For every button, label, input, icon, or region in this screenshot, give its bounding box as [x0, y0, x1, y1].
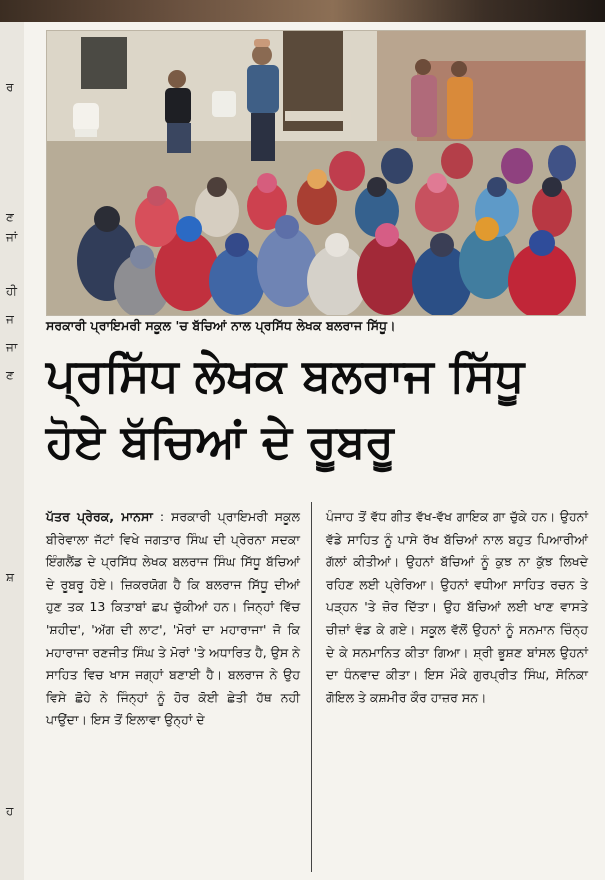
headline-line-2: ਹੋਏ ਬੱਚਿਆਂ ਦੇ ਰੂਬਰੂ [46, 414, 394, 468]
margin-glyph: ਸ਼ [6, 570, 14, 584]
photo-caption: ਸਰਕਾਰੀ ਪ੍ਰਾਇਮਰੀ ਸਕੂਲ 'ਚ ਬੱਚਿਆਂ ਨਾਲ ਪ੍ਰਸਿੱਧ ਲੇਖਕ ਬਲਰਾਜ ਸਿੱਧੂ। [46, 318, 396, 333]
news-photo [46, 30, 586, 316]
margin-glyph: ਣ [6, 368, 14, 382]
article-text-right: ਪੰਜਾਹ ਤੋਂ ਵੱਧ ਗੀਤ ਵੱਖ-ਵੱਖ ਗਾਇਕ ਗਾ ਚੁੱਕੇ ਹਨ। ਉਹਨਾਂ ਵੱਡੇ ਸਾਹਿਤ ਨੂੰ ਪਾਸੇ ਰੱਖ ਬੱਚਿਆਂ ਨਾਲ ਬਹੁਤ ਪਿਆਰੀਆਂ ਗੱਲਾਂ ਕੀਤੀਆਂ। ਉਹਨਾਂ ਬੱਚਿਆਂ ਨੂੰ ਕੁਝ ਨਾ ਕੁੱਝ ਲਿਖਦੇ ਰਹਿਣ ਲਈ ਪ੍ਰੇਰਿਆ। ਉਹਨਾਂ ਵਧੀਆ ਸਾਹਿਤ ਰਚਨ ਤੇ ਪੜ੍ਹਨ 'ਤੇ ਜ਼ੋਰ ਦਿੱਤਾ। ਉਹ ਬੱਚਿਆਂ ਲਈ ਖਾਣ ਵਾਸਤੇ ਚੀਜ਼ਾਂ ਵੰਡ ਕੇ ਗਏ। ਸਕੂਲ ਵੱਲੋਂ ਉਹਨਾਂ ਨੂੰ ਸਨਮਾਨ ਚਿੰਨ੍ਹ ਦੇ ਕੇ ਸਨਮਾਨਿਤ ਕੀਤਾ ਗਿਆ। ਸ਼੍ਰੀ ਭੂਸ਼ਣ ਬਾਂਸਲ ਉਹਨਾਂ ਦਾ ਧੰਨਵਾਦ ਕੀਤਾ। ਇਸ ਮੌਕੇ ਗੁਰਪ੍ਰੀਤ ਸਿੰਘ, ਸੋਨਿਕਾ ਗੋਇਲ ਤੇ ਕਸ਼ਮੀਰ ਕੌਰ ਹਾਜ਼ਰ ਸਨ। [326, 509, 588, 705]
margin-glyph: ਜ [6, 312, 14, 326]
margin-glyph: ਜਾਂ [6, 230, 18, 244]
article-column-right [326, 506, 588, 709]
adjacent-column-margin [0, 22, 25, 880]
byline: ਪੱਤਰ ਪ੍ਰੇਰਕ, ਮਾਨਸਾ [46, 509, 153, 524]
margin-glyph: ਹੀ [6, 284, 17, 298]
top-dark-strip [0, 0, 605, 22]
headline-line-1: ਪ੍ਰਸਿੱਧ ਲੇਖਕ ਬਲਰਾਜ ਸਿੱਧੂ [46, 348, 525, 402]
margin-glyph: ਹ [6, 804, 14, 818]
margin-glyph: ਣ [6, 210, 14, 224]
margin-glyph: ਰ [6, 80, 14, 94]
article-text-left: : ਸਰਕਾਰੀ ਪ੍ਰਾਇਮਰੀ ਸਕੂਲ ਬੀਰੇਵਾਲਾ ਜੱਟਾਂ ਵਿਖੇ ਜਗਤਾਰ ਸਿੰਘ ਦੀ ਪ੍ਰੇਰਨਾ ਸਦਕਾ ਇੰਗਲੈਂਡ ਦੇ ਪ੍ਰਸਿੱਧ ਲੇਖਕ ਬਲਰਾਜ ਸਿੰਘ ਸਿੱਧੂ ਬੱਚਿਆਂ ਦੇ ਰੂਬਰੂ ਹੋਏ। ਜ਼ਿਕਰਯੋਗ ਹੈ ਕਿ ਬਲਰਾਜ ਸਿੱਧੂ ਦੀਆਂ ਹੁਣ ਤਕ 13 ਕਿਤਾਬਾਂ ਛਪ ਚੁੱਕੀਆਂ ਹਨ। ਜਿਨ੍ਹਾਂ ਵਿੱਚ 'ਸ਼ਹੀਦ', 'ਅੱਗ ਦੀ ਲਾਟ', 'ਮੋਰਾਂ ਦਾ ਮਹਾਰਾਜਾ' ਜੋ ਕਿ ਮਹਾਰਾਜਾ ਰਣਜੀਤ ਸਿੰਘ ਤੇ ਮੋਰਾਂ 'ਤੇ ਅਧਾਰਿਤ ਹੈ, ਉਸ ਨੇ ਸਾਹਿਤ ਵਿਚ ਖਾਸ ਜਗ੍ਹਾਂ ਬਣਾਈ ਹੈ। ਬਲਰਾਜ ਨੇ ਉਹ ਵਿਸੇ ਛੋਹੇ ਨੇ ਜਿੰਨ੍ਹਾਂ ਨੂੰ ਹੋਰ ਕੋਈ ਛੇਤੀ ਹੱਥ ਨਹੀ ਪਾਉਂਦਾ। ਇਸ ਤੋਂ ਇਲਾਵਾ ਉਨ੍ਹਾਂ ਦੇ [46, 509, 300, 728]
margin-glyph: ਜਾ [6, 340, 18, 354]
schoolyard-photo-illustration [47, 31, 585, 315]
article-column-left [46, 506, 300, 732]
newspaper-clipping [24, 22, 605, 880]
column-divider [311, 502, 312, 872]
headline [46, 342, 586, 474]
